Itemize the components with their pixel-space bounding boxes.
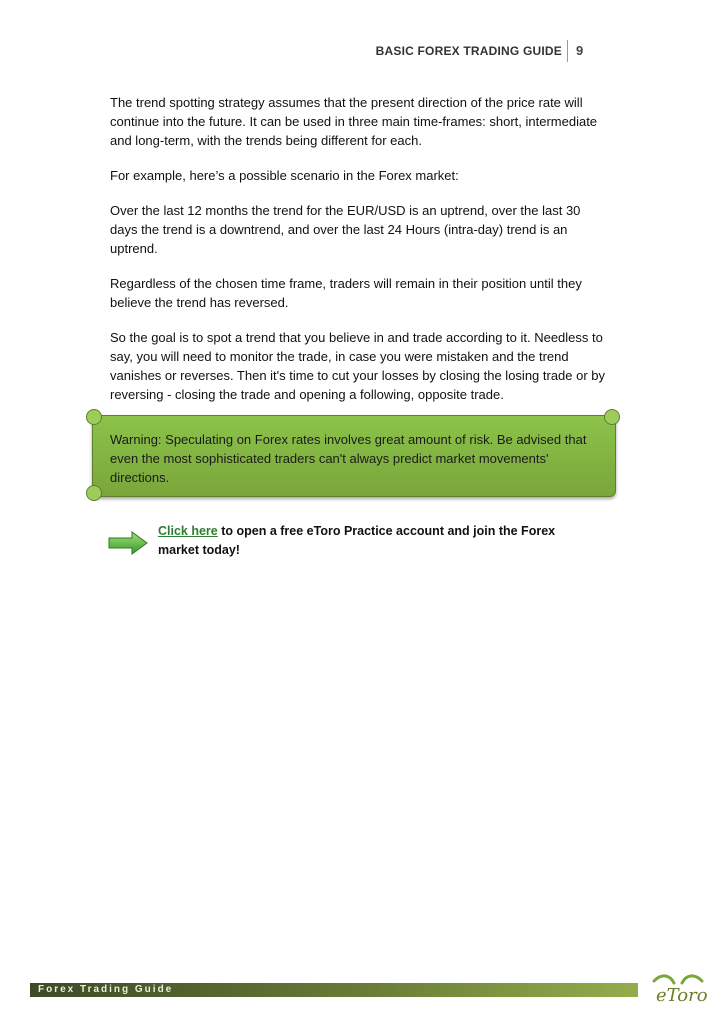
paragraph: Regardless of the chosen time frame, traders will remain in their position until they believe the trend has reversed. <box>110 276 582 310</box>
body-content <box>110 93 610 420</box>
header-title: BASIC FOREX TRADING GUIDE <box>375 44 562 58</box>
call-to-action <box>108 522 578 562</box>
page-header <box>0 40 728 64</box>
paragraph: Over the last 12 months the trend for the EUR/USD is an uptrend, over the last 30 days the trend is a downtrend, and over the last 24 Hours (intra-day) trend is an uptrend. <box>110 203 581 256</box>
right-arrow-icon <box>108 531 148 555</box>
logo-text: eToro <box>656 985 708 1006</box>
cta-description: to open a free eToro Practice account and join the Forex market today! <box>158 524 556 557</box>
paragraph: For example, here’s a possible scenario in the Forex market: <box>110 168 459 183</box>
page-number: 9 <box>576 43 584 58</box>
footer-label: Forex Trading Guide <box>38 984 174 995</box>
warning-text: Warning: Speculating on Forex rates involves great amount of risk. Be advised that even the most sophisticated traders can't always predict market movements' directions. <box>110 432 587 485</box>
scroll-curl-icon <box>604 409 620 425</box>
paragraph: So the goal is to spot a trend that you believe in and trade according to it. Needless to say, you will need to monitor the trade, in case you were mistaken and the trend vanishes or reverses. Then it's time to cut your losses by closing the losing trade or by reversing - closing the trade and opening a following, opposite trade. <box>110 330 606 402</box>
click-here-link[interactable]: Click here <box>158 524 218 538</box>
etoro-logo <box>648 971 708 1013</box>
paragraph: The trend spotting strategy assumes that the present direction of the price rate will continue into the future. It can be used in three main time-frames: short, intermediate and long-term, with the trends being different for each. <box>110 95 598 148</box>
scroll-curl-icon <box>86 409 102 425</box>
header-divider <box>567 40 568 62</box>
scroll-curl-icon <box>86 485 102 501</box>
cta-text <box>158 522 588 560</box>
warning-box <box>92 415 614 495</box>
footer-bar <box>30 983 638 997</box>
